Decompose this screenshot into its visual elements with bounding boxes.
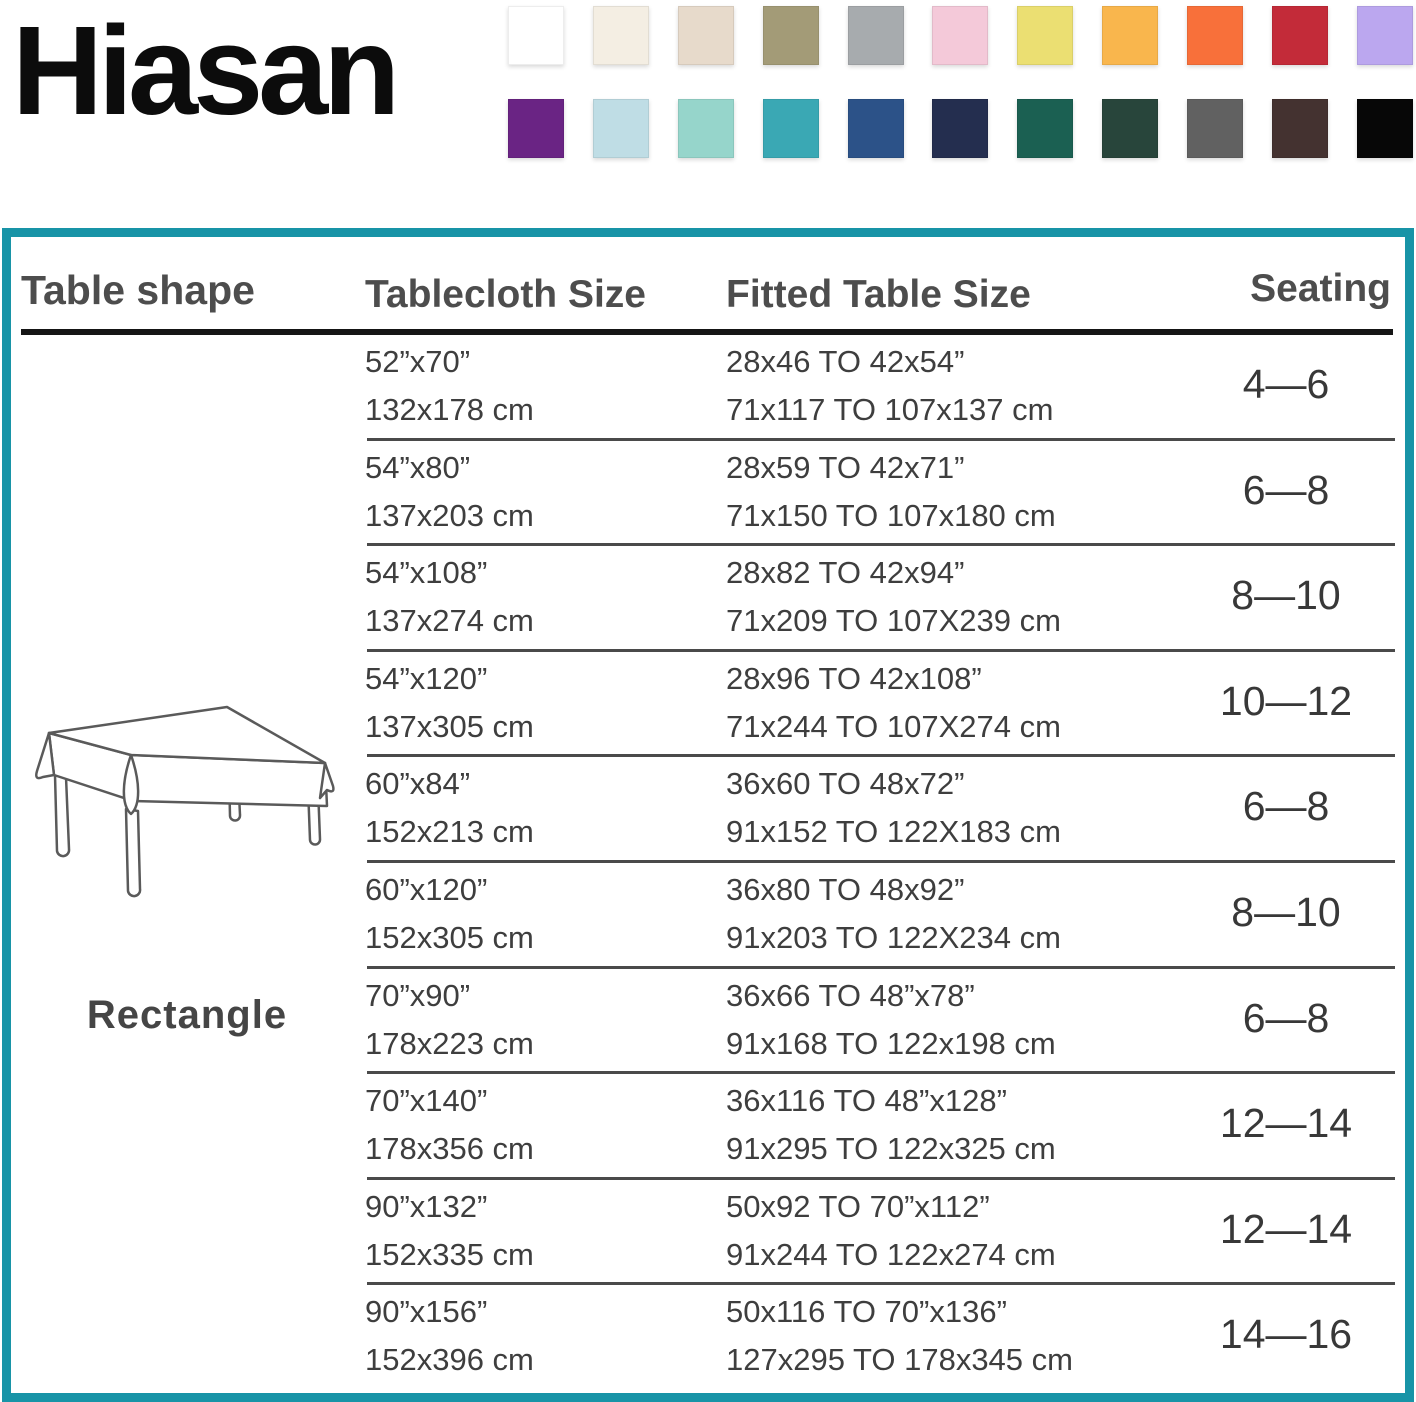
color-swatch-blue <box>848 99 904 158</box>
tablecloth-size-cm: 152x396 cm <box>365 1342 534 1378</box>
column-header-tablecloth-size: Tablecloth Size <box>365 273 646 316</box>
seating-value: 14—16 <box>1219 1311 1353 1358</box>
fitted-size-cm: 71x244 TO 107X274 cm <box>726 708 1061 744</box>
column-header-fitted-size: Fitted Table Size <box>726 273 1031 316</box>
seating-value: 8—10 <box>1231 888 1341 935</box>
color-swatch-light-blue <box>593 99 649 158</box>
fitted-size-inch: 28x82 TO 42x94” <box>726 555 965 591</box>
seating-value: 6—8 <box>1242 783 1330 830</box>
color-swatch-grey <box>848 6 904 65</box>
fitted-size-inch: 36x116 TO 48”x128” <box>726 1083 1007 1119</box>
brand-logo: Hiasan <box>12 0 396 141</box>
seating-value: 12—14 <box>1219 1100 1353 1147</box>
color-swatch-taupe <box>763 6 819 65</box>
fitted-size-cm: 91x295 TO 122x325 cm <box>726 1131 1056 1167</box>
seating-value: 6—8 <box>1242 994 1330 1041</box>
color-swatch-lavender <box>1357 6 1413 65</box>
tablecloth-size-cm: 152x335 cm <box>365 1236 534 1272</box>
color-swatch-dark-brown <box>1272 99 1328 158</box>
fitted-size-cm: 91x244 TO 122x274 cm <box>726 1236 1056 1272</box>
fitted-size-inch: 28x59 TO 42x71” <box>726 449 965 485</box>
color-swatch-yellow <box>1017 6 1073 65</box>
color-swatch-hunter-green <box>1017 99 1073 158</box>
fitted-size-cm: 91x203 TO 122X234 cm <box>726 919 1061 955</box>
tablecloth-size-inch: 52”x70” <box>365 344 471 379</box>
tablecloth-size-inch: 54”x120” <box>365 660 488 696</box>
seating-value: 4—6 <box>1242 361 1330 407</box>
size-row <box>11 1074 1405 1180</box>
fitted-size-inch: 36x80 TO 48x92” <box>726 871 965 907</box>
seating-value: 6—8 <box>1242 466 1330 513</box>
fitted-size-cm: 71x150 TO 107x180 cm <box>726 497 1056 533</box>
fitted-size-cm: 71x117 TO 107x137 cm <box>726 392 1054 427</box>
color-swatch-pink <box>932 6 988 65</box>
color-swatch-navy <box>932 99 988 158</box>
color-swatch-teal <box>763 99 819 158</box>
size-row <box>11 441 1405 547</box>
seating-value: 10—12 <box>1219 677 1353 724</box>
tablecloth-size-inch: 60”x84” <box>365 766 471 802</box>
size-rows <box>11 335 1405 1393</box>
shape-label: Rectangle <box>86 993 288 1037</box>
fitted-size-cm: 71x209 TO 107X239 cm <box>726 603 1061 639</box>
fitted-size-inch: 28x96 TO 42x108” <box>726 660 982 696</box>
size-chart-table <box>2 228 1414 1402</box>
seating-value: 12—14 <box>1219 1205 1353 1252</box>
size-row <box>11 335 1405 441</box>
column-header-table-shape: Table shape <box>21 267 255 313</box>
fitted-size-inch: 50x116 TO 70”x136” <box>726 1294 1007 1330</box>
size-row <box>11 757 1405 863</box>
color-swatch-beige <box>678 6 734 65</box>
tablecloth-size-cm: 152x213 cm <box>365 814 534 850</box>
tablecloth-size-inch: 54”x80” <box>365 449 471 485</box>
color-swatch-row-1 <box>508 6 1413 65</box>
tablecloth-size-inch: 90”x156” <box>365 1294 488 1330</box>
tablecloth-size-cm: 137x274 cm <box>365 603 534 639</box>
tablecloth-size-cm: 178x223 cm <box>365 1025 534 1061</box>
color-swatch-aqua <box>678 99 734 158</box>
column-header-seating: Seating <box>1250 267 1391 310</box>
size-row <box>11 969 1405 1075</box>
size-row <box>11 863 1405 969</box>
color-swatch-white <box>508 6 564 65</box>
seating-value: 8—10 <box>1231 572 1341 619</box>
tablecloth-size-inch: 70”x140” <box>365 1083 488 1119</box>
color-swatch-black <box>1357 99 1413 158</box>
fitted-size-cm: 91x152 TO 122X183 cm <box>726 814 1061 850</box>
color-swatch-red <box>1272 6 1328 65</box>
color-swatch-orange <box>1187 6 1243 65</box>
tablecloth-size-inch: 60”x120” <box>365 871 488 907</box>
tablecloth-size-cm: 178x356 cm <box>365 1131 534 1167</box>
color-swatch-dark-grey <box>1187 99 1243 158</box>
color-swatch-purple <box>508 99 564 158</box>
color-swatch-row-2 <box>508 99 1413 158</box>
size-row <box>11 652 1405 758</box>
fitted-size-cm: 127x295 TO 178x345 cm <box>726 1342 1073 1378</box>
tablecloth-size-inch: 90”x132” <box>365 1188 488 1224</box>
tablecloth-size-inch: 54”x108” <box>365 555 488 591</box>
size-row <box>11 1180 1405 1286</box>
size-row <box>11 1285 1405 1391</box>
color-swatch-dark-green <box>1102 99 1158 158</box>
color-swatch-marigold <box>1102 6 1158 65</box>
tablecloth-size-cm: 137x203 cm <box>365 497 534 533</box>
fitted-size-inch: 28x46 TO 42x54” <box>726 344 965 379</box>
fitted-size-inch: 36x60 TO 48x72” <box>726 766 965 802</box>
tablecloth-size-cm: 152x305 cm <box>365 919 534 955</box>
fitted-size-inch: 50x92 TO 70”x112” <box>726 1188 990 1224</box>
fitted-size-inch: 36x66 TO 48”x78” <box>726 977 975 1013</box>
tablecloth-size-cm: 137x305 cm <box>365 708 534 744</box>
tablecloth-size-cm: 132x178 cm <box>365 392 534 427</box>
tablecloth-size-inch: 70”x90” <box>365 977 471 1013</box>
size-row <box>11 546 1405 652</box>
color-swatch-ivory <box>593 6 649 65</box>
fitted-size-cm: 91x168 TO 122x198 cm <box>726 1025 1056 1061</box>
